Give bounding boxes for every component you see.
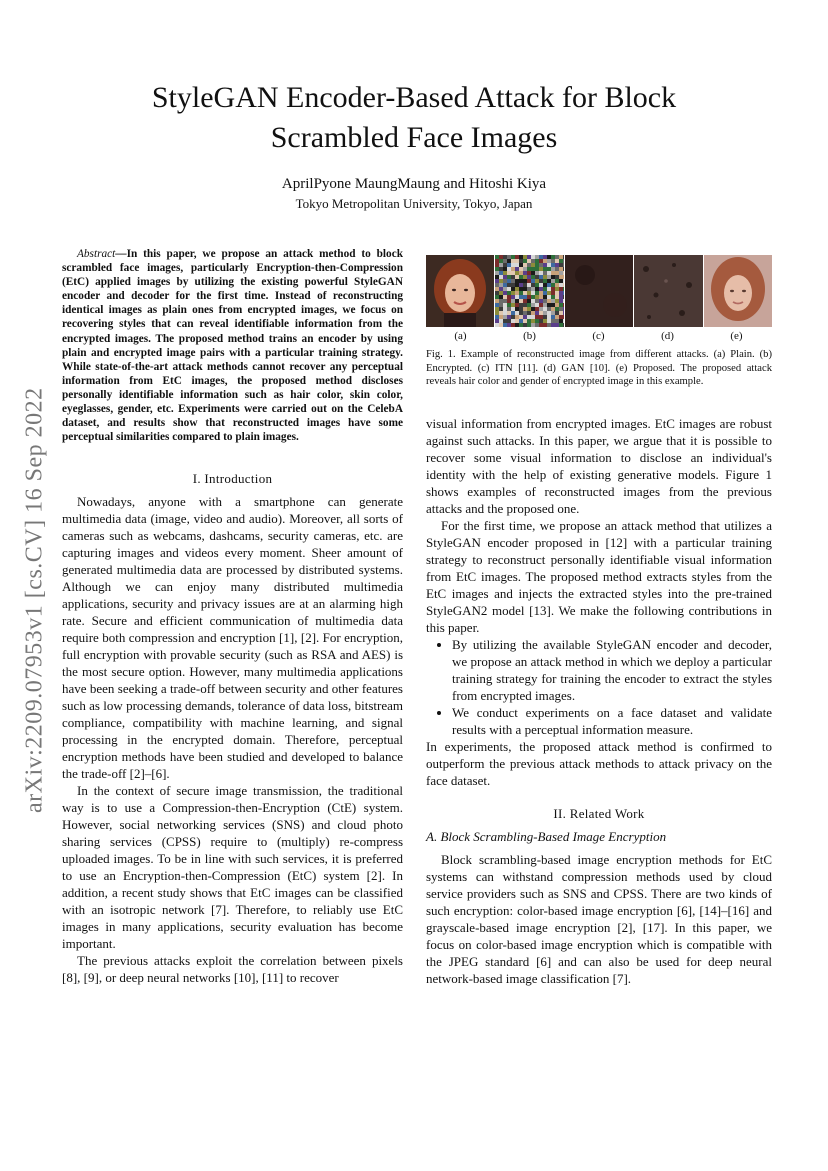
intro-paragraph-3: The previous attacks exploit the correlation between pixels [8], [9], or deep neural networks [10], [11] to recover bbox=[62, 953, 403, 985]
section-heading-related-work: II. Related Work bbox=[553, 806, 645, 821]
contribution-item: • By utilizing the available StyleGAN encoder and decoder, we propose an attack method in which we deploy a particular training strategy for training the encoder to extract the styles from encrypted images. bbox=[452, 636, 772, 704]
authors: AprilPyone MaungMaung and Hitoshi Kiya bbox=[281, 176, 547, 192]
left-column bbox=[62, 470, 403, 986]
subfigure-label-e: (e) bbox=[730, 330, 743, 342]
intro-paragraph-1: Nowadays, anyone with a smartphone can generate multimedia data (image, video and audio). Moreover, all sorts of cameras such as webcams, dashcams, security cameras, etc. are capturing images and videos every moment. Sheer amount of generated multimedia data are processed by distributed systems. Although we can enjoy many distributed multimedia applications, security and privacy issues are at an alarming high rate. Secure and efficient communication of multimedia data require both compression and encryption [1], [2]. For encryption, full encryption with provable security (such as RSA and AES) is the most secure option. However, many multimedia applications have been seeking a trade-off between security and other features such as low processing demands, tolerance of data loss, bitstream compliance, compatibility with machine learning, and signal processing in the encrypted domain. Therefore, perceptual encryption methods have been studied and developed to balance the trade-off [2]–[6]. bbox=[62, 494, 403, 781]
figure-image-proposed bbox=[704, 255, 772, 327]
subfigure-label-d: (d) bbox=[661, 330, 674, 342]
subfigure-label-a: (a) bbox=[454, 330, 467, 342]
title-line-1: StyleGAN Encoder-Based Attack for Block bbox=[151, 81, 677, 114]
abstract-lead: Abstract bbox=[77, 248, 116, 260]
figure-subfigure-labels bbox=[426, 330, 772, 342]
subfigure-label-b: (b) bbox=[523, 330, 536, 342]
section-heading-introduction: I. Introduction bbox=[192, 471, 273, 486]
affiliation: Tokyo Metropolitan University, Tokyo, Japan bbox=[295, 196, 533, 211]
intro-paragraph-2: In the context of secure image transmission, the traditional way is to use a Compression-then-Encryption (CtE) system. However, social networking services (SNS) and cloud photo sharing services (CPSS) require to (multiply) re-compress uploaded images. To be in line with such services, it is preferred to use an Encryption-then-Compression (EtC) system [2]. In addition, a recent study shows that EtC images can be classified with an isotropic network [7]. Therefore, to reliably use EtC images in many applications, security evaluation has become important. bbox=[62, 783, 403, 951]
subfigure-label-c: (c) bbox=[592, 330, 605, 342]
figure-image-itn bbox=[565, 255, 633, 327]
figure-image-gan bbox=[634, 255, 702, 327]
related-paragraph-1: Block scrambling-based image encryption methods for EtC systems can withstand compression methods used by cloud service providers such as SNS and CPSS. There are two kinds of such encryption: color-based image encryption [6], [14]–[16] and grayscale-based image encryption [2], [17]. In this paper, we focus on color-based image encryption which is compatible with the JPEG standard [6] and can also be used for deep neural network-based image classification [7]. bbox=[426, 852, 772, 986]
contribution-item: • We conduct experiments on a face dataset and validate results with a perceptual information measure. bbox=[452, 704, 772, 738]
abstract bbox=[62, 247, 403, 444]
right-column bbox=[426, 415, 772, 987]
arxiv-watermark: arXiv:2209.07953v1 [cs.CV] 16 Sep 2022 bbox=[21, 387, 48, 813]
right-paragraph-2: For the first time, we propose an attack method that utilizes a StyleGAN encoder proposed in [12] with a particular training strategy to reconstruct personally identifiable visual information from EtC images. The proposed method extracts styles from the EtC images and injects the extracted styles into the pre-trained StyleGAN2 model [13]. We make the following contributions in this paper. bbox=[426, 518, 772, 635]
paper-title bbox=[0, 78, 828, 158]
figure-image-encrypted bbox=[495, 255, 563, 327]
subsection-heading-a: A. Block Scrambling-Based Image Encryption bbox=[426, 829, 667, 844]
abstract-body: —In this paper, we propose an attack method to block scrambled face images, particularly Encryption-then-Compression (EtC) applied images by utilizing the existing powerful StyleGAN encoder and decoder for the first time. Instead of reconstructing identical images as plain ones from encrypted images, we focus on recovering styles that can reveal identifiable information from the encrypted images. The proposed method trains an encoder by using plain and encrypted image pairs with a particular training strategy. While state-of-the-art attack methods cannot recover any perceptual information from EtC images, the proposed method discloses personally identifiable information such as hair color, skin color, eyeglasses, gender, etc. Experiments were carried out on the CelebA dataset, and results show that reconstructed images have some perceptual similarities compared to plain images. bbox=[62, 248, 403, 444]
figure-image-plain bbox=[426, 255, 494, 327]
right-paragraph-1: visual information from encrypted images. EtC images are robust against such attacks. In this paper, we argue that it is possible to recover some visual information to disclose an individual's identity with the help of existing generative models. Figure 1 shows examples of reconstructed images from the previous attacks and the proposed one. bbox=[426, 416, 772, 516]
contributions-list bbox=[426, 636, 772, 738]
figure-1-caption: Fig. 1. Example of reconstructed image from different attacks. (a) Plain. (b) Encrypted. (c) ITN [11]. (d) GAN [10]. (e) Proposed. The proposed attack reveals hair color and gender of encrypted image in this example. bbox=[426, 349, 772, 387]
title-line-2: Scrambled Face Images bbox=[270, 121, 558, 154]
figure-1-images bbox=[426, 255, 772, 327]
right-paragraph-3: In experiments, the proposed attack method is confirmed to outperform the previous attack methods to attack privacy on the face dataset. bbox=[426, 739, 772, 788]
